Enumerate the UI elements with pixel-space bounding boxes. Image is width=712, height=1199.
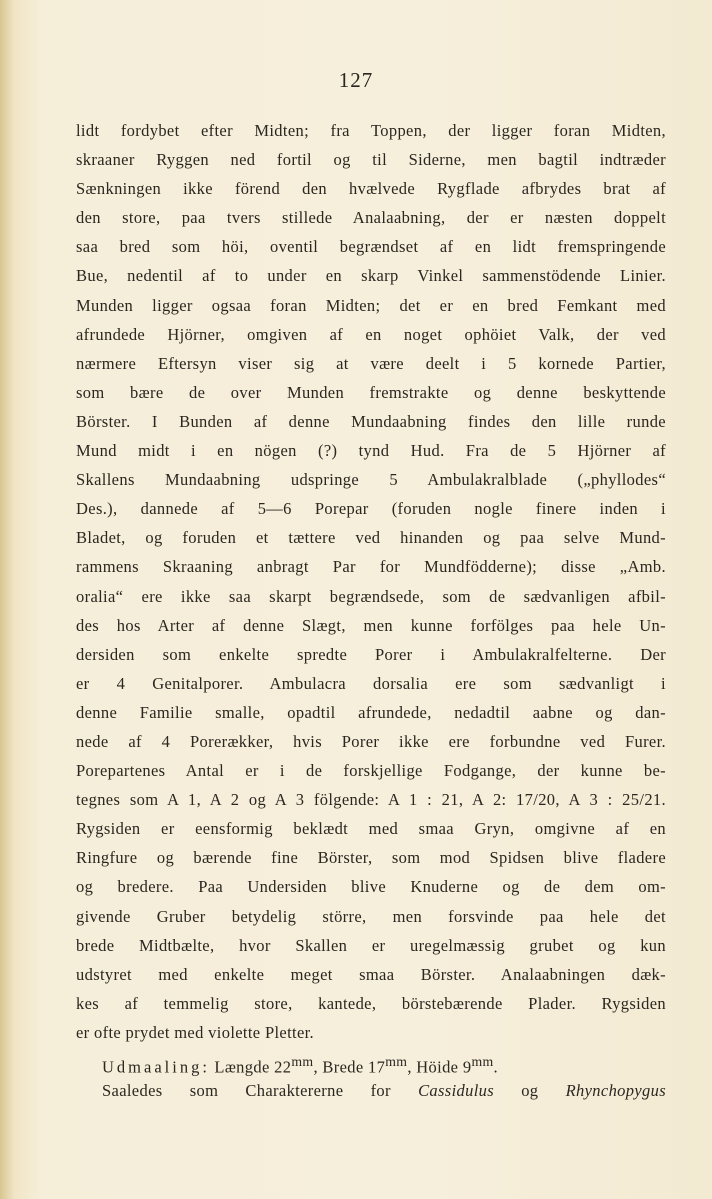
genus-rhynchopygus: Rhynchopygus <box>565 1081 666 1101</box>
text-line: som bære de over Munden fremstrakte og denne beskyttende <box>76 382 666 402</box>
text-line: rammens Skraaning anbragt Par for Mundfödderne); disse „Amb. <box>76 557 666 577</box>
length-value: 22 <box>274 1057 292 1077</box>
text-line: oralia“ ere ikke saa skarpt begrændsede, som de sædvanligen afbil- <box>76 586 666 606</box>
text-line: Des.), dannede af 5—6 Porepar (foruden nogle finere inden i <box>76 499 666 519</box>
measurement-line: Udmaaling: Længde $22^{mm}$, Brede $17^{mm}$, Höide $9^{mm}$. <box>102 1054 499 1077</box>
text-line: nærmere Eftersyn viser sig at være deelt i 5 kornede Partier, <box>76 353 666 373</box>
text-line: Börster. I Bunden af denne Mundaabning findes den lille runde <box>76 411 666 431</box>
text-line: og bredere. Paa Undersiden blive Knuderne og de dem om- <box>76 877 666 897</box>
text-line: lidt fordybet efter Midten; fra Toppen, der ligger foran Midten, <box>76 121 666 140</box>
text-line: Skallens Mundaabning udspringe 5 Ambulakralblade („phyllodes“ <box>76 470 666 490</box>
text-line: er 4 Genitalporer. Ambulacra dorsalia ere som sædvanligt i <box>76 673 666 693</box>
text-line: des hos Arter af denne Slægt, men kunne forfölges paa hele Un- <box>76 615 666 635</box>
width-label: Brede <box>322 1057 364 1077</box>
length-label: Længde <box>214 1057 270 1077</box>
length-unit: mm <box>291 1054 314 1069</box>
genus-cassidulus: Cassidulus <box>418 1081 495 1101</box>
closing-text-start: Saaledes som Charaktererne for <box>102 1081 391 1101</box>
text-line: Mund midt i en nögen (?) tynd Hud. Fra de 5 Hjörner af <box>76 441 666 461</box>
text-line: skraaner Ryggen ned fortil og til Siderne, men bagtil indtræder <box>76 150 666 170</box>
text-line: er ofte prydet med violette Pletter. <box>76 1022 315 1042</box>
height-label: Höide <box>416 1057 459 1077</box>
page-number: 127 <box>338 68 374 92</box>
text-line: givende Gruber betydelig större, men forsvinde paa hele det <box>76 906 666 926</box>
text-line: afrundede Hjörner, omgiven af en noget ophöiet Valk, der ved <box>76 324 666 344</box>
closing-text-middle: og <box>521 1081 539 1101</box>
height-value: 9 <box>462 1057 472 1077</box>
text-line: denne Familie smalle, opadtil afrundede, nedadtil aabne og dan- <box>76 702 666 722</box>
book-spine-shadow <box>0 0 14 1199</box>
text-line: dersiden som enkelte spredte Porer i Ambulakralfelterne. Der <box>76 644 666 664</box>
width-value: 17 <box>368 1057 386 1077</box>
height-unit: mm <box>471 1054 494 1069</box>
text-line: tegnes som A 1, A 2 og A 3 fölgende: A 1 : 21, A 2: 17/20, A 3 : 25/21. <box>76 790 666 810</box>
text-line: Rygsiden er eensformig beklædt med smaa Gryn, omgivne af en <box>76 819 666 839</box>
body-text <box>76 116 666 1105</box>
text-line: Porepartenes Antal er i de forskjellige Fodgange, der kunne be- <box>76 761 666 781</box>
closing-line <box>76 1076 666 1105</box>
width-unit: mm <box>385 1054 408 1069</box>
text-line: udstyret med enkelte meget smaa Börster. Analaabningen dæk- <box>76 964 666 984</box>
measurement-label: Udmaaling: <box>102 1057 210 1077</box>
text-line: nede af 4 Porerækker, hvis Porer ikke ere forbundne ved Furer. <box>76 731 666 751</box>
text-line: Munden ligger ogsaa foran Midten; det er en bred Femkant med <box>76 295 666 315</box>
text-line: Sænkningen ikke förend den hvælvede Rygflade afbrydes brat af <box>76 179 666 199</box>
text-line: den store, paa tvers stillede Analaabning, der er næsten doppelt <box>76 208 666 228</box>
text-line: Bue, nedentil af to under en skarp Vinkel sammenstödende Linier. <box>76 266 666 286</box>
text-line: Bladet, og foruden et tættere ved hinanden og paa selve Mund- <box>76 528 666 548</box>
text-line: brede Midtbælte, hvor Skallen er uregelmæssig grubet og kun <box>76 935 666 955</box>
text-line: kes af temmelig store, kantede, börstebærende Plader. Rygsiden <box>76 993 666 1013</box>
text-line: Ringfure og bærende fine Börster, som mod Spidsen blive fladere <box>76 848 666 868</box>
text-line: saa bred som höi, oventil begrændset af en lidt fremspringende <box>76 237 666 257</box>
